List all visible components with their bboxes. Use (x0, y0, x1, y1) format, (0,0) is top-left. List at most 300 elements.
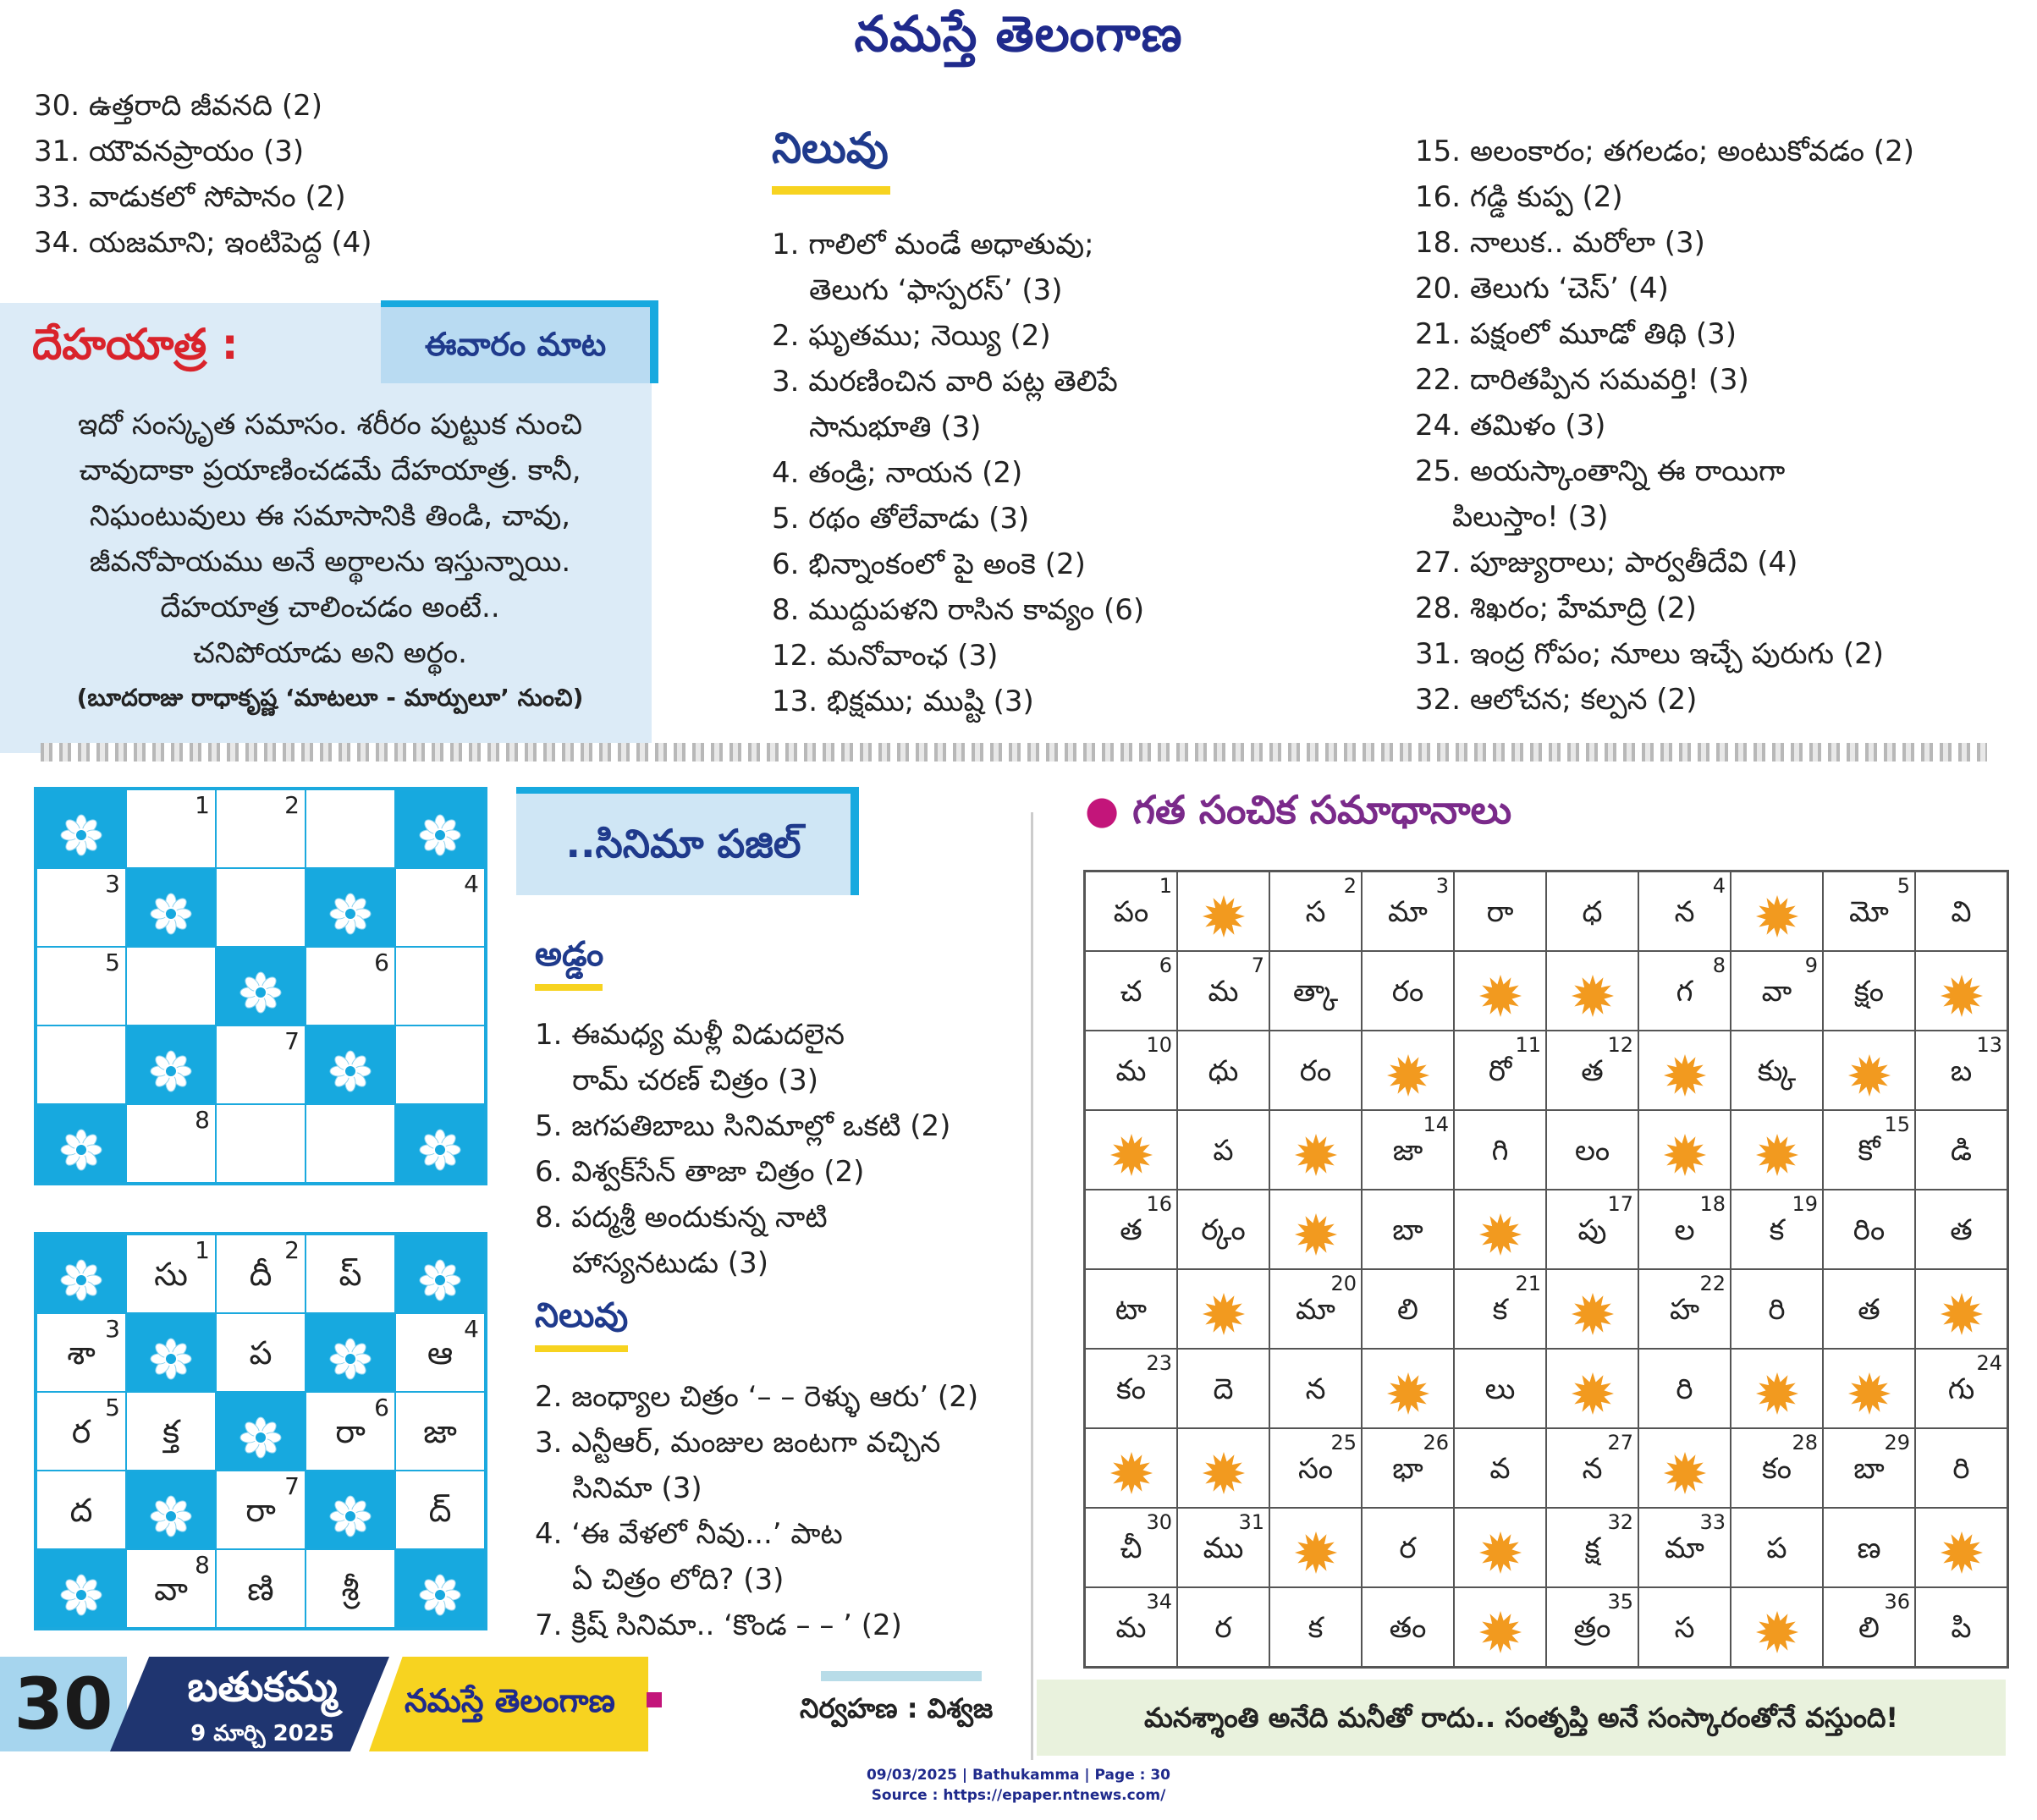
solution-cell (1177, 1587, 1269, 1667)
solution-cell (1823, 1508, 1915, 1587)
cell-letter: ప (249, 1334, 273, 1372)
blocked-cell (1823, 1349, 1915, 1428)
answer-cell (216, 1471, 306, 1549)
sun-icon (1386, 1048, 1430, 1092)
cell-letter: లు (1484, 1372, 1516, 1406)
blocked-cell (1177, 1428, 1269, 1508)
flower-icon (418, 1567, 462, 1611)
clue-number: 35 (1607, 1590, 1633, 1614)
cell-letter: త (1858, 1293, 1880, 1327)
cell-letter: హ (1669, 1293, 1700, 1327)
sun-icon (1478, 1526, 1522, 1570)
cell-letter: న (1305, 1372, 1326, 1406)
clue-number: 5 (1897, 874, 1910, 898)
down-clue: 27. పూజ్యురాలు; పార్వతీదేవి (4) (1415, 546, 1798, 580)
cell-letter: త్కా (1292, 975, 1339, 1009)
clue-number: 21 (1515, 1272, 1541, 1295)
solution-cell (1915, 1190, 2007, 1269)
cinema-niluvu-heading: నిలువు (535, 1296, 629, 1335)
solution-cell (1915, 1110, 2007, 1190)
down-clue: 1. గాలిలో మండే అధాతువు; (772, 228, 1094, 261)
sun-icon (1755, 889, 1799, 933)
source-line (0, 1765, 2037, 1806)
blocked-cell (1546, 951, 1638, 1031)
sun-icon (1663, 1128, 1707, 1172)
answer-cell (306, 1549, 395, 1628)
blocked-cell (1638, 1031, 1731, 1110)
blocked-cell (36, 1104, 126, 1183)
cell-letter: జా (423, 1413, 457, 1450)
clue-number: 22 (1699, 1272, 1726, 1295)
sun-icon (1109, 1128, 1153, 1172)
page-number: 30 (0, 1657, 127, 1751)
cell-letter: సం (1297, 1452, 1334, 1486)
cell-letter: రా (1486, 895, 1514, 929)
solution-cell (1823, 951, 1915, 1031)
solution-cell (1454, 1031, 1546, 1110)
puzzle-cell (36, 868, 126, 947)
flower-icon (59, 1122, 103, 1166)
answer-cell (306, 1392, 395, 1471)
flower-icon (149, 886, 193, 930)
sun-icon (1940, 1287, 1984, 1331)
clue-number: 16 (1146, 1192, 1172, 1216)
blocked-cell (1454, 1587, 1546, 1667)
sun-icon (1940, 969, 1984, 1013)
cell-letter: మ (1115, 1611, 1147, 1645)
clue-number: 28 (1792, 1431, 1818, 1454)
quote-banner: మనశ్శాంతి అనేది మనీతో రాదు.. సంతృప్తి అనే సంస్కారంతోనే వస్తుంది! (1037, 1680, 2006, 1756)
cell-letter: స (1674, 1611, 1695, 1645)
cell-letter: బా (1392, 1213, 1423, 1247)
cell-letter: చీ (1120, 1531, 1142, 1565)
source-line-2: Source : https://epaper.ntnews.com/ (871, 1787, 1166, 1804)
solution-cell (1177, 1349, 1269, 1428)
puzzle-cell (216, 1104, 306, 1183)
cell-letter: వా (1761, 975, 1792, 1009)
blocked-cell (1085, 1110, 1177, 1190)
solution-cell (1823, 1428, 1915, 1508)
sun-icon (1847, 1366, 1891, 1410)
cell-letter: ద్ (428, 1492, 452, 1529)
clue-number: 13 (1976, 1033, 2002, 1057)
clue-number: 3 (1435, 874, 1449, 898)
clue-number: 2 (284, 791, 300, 819)
solution-cell (1362, 1110, 1454, 1190)
solution-cell (1454, 1269, 1546, 1349)
niluvu-clues-col2 (1415, 129, 1914, 723)
blocked-cell (1177, 1269, 1269, 1349)
blocked-cell (1362, 1349, 1454, 1428)
solution-cell (1546, 872, 1638, 951)
solution-cell (1638, 1587, 1731, 1667)
blocked-cell (1269, 1110, 1362, 1190)
sun-icon (1663, 1446, 1707, 1490)
sun-icon (1755, 1605, 1799, 1649)
solution-cell (1362, 1587, 1454, 1667)
blocked-cell (1546, 1269, 1638, 1349)
clue-number: 12 (1607, 1033, 1633, 1057)
cell-letter: టా (1115, 1293, 1148, 1327)
answer-cell (126, 1234, 216, 1313)
blocked-cell (1731, 1587, 1823, 1667)
cell-letter: పు (1577, 1213, 1607, 1247)
solution-cell (1546, 1428, 1638, 1508)
cell-letter: కో (1858, 1134, 1880, 1168)
sun-icon (1847, 1048, 1891, 1092)
cell-letter: రి (1768, 1293, 1786, 1327)
sun-icon (1571, 969, 1615, 1013)
cell-letter: క (1769, 1213, 1785, 1247)
cell-letter: శ్రీ (341, 1570, 360, 1608)
solution-cell (1362, 1269, 1454, 1349)
cell-letter: లి (1397, 1293, 1418, 1327)
cinema-puzzle-grid (34, 787, 487, 1185)
sun-icon (1663, 1048, 1707, 1092)
blocked-cell (36, 1549, 126, 1628)
masthead: నమస్తే తెలంగాణ (854, 5, 1183, 63)
down-clue: 6. భిన్నాంకంలో పై అంకె (2) (772, 547, 1086, 581)
addam-heading: అడ్డం (535, 935, 604, 974)
cinema-down-clue: 4. ‘ఈ వేళలో నీవు...’ పాట (535, 1517, 843, 1551)
cell-letter: న (1674, 895, 1695, 929)
cell-letter: రా (245, 1492, 276, 1529)
down-clue: 13. భిక్షము; ముష్టి (3) (772, 685, 1034, 718)
solution-cell (1085, 1031, 1177, 1110)
clue-number: 31 (1238, 1510, 1264, 1534)
cinema-down-clue: సినిమా (3) (572, 1471, 702, 1505)
dehayatra-source: (బూదరాజు రాధాకృష్ణ ‘మాటలూ - మార్పులూ’ నుంచి) (76, 684, 584, 712)
cinema-across-clue: 8. పద్మశ్రీ అందుకున్న నాటి (535, 1201, 828, 1234)
flower-icon (59, 1252, 103, 1296)
cell-letter: వి (1951, 895, 1972, 929)
solution-cell (1454, 1110, 1546, 1190)
niluvu-underline (772, 186, 890, 195)
cell-letter: మా (1388, 895, 1428, 929)
cinema-across-clue: రామ్ చరణ్ చిత్రం (3) (572, 1064, 819, 1097)
cinema-down-clue: 3. ఎన్టీఆర్, మంజుల జంటగా వచ్చిన (535, 1426, 941, 1460)
clue-number: 36 (1884, 1590, 1910, 1614)
issue-date: 9 మార్చి 2025 (190, 1721, 334, 1746)
down-clue: 2. ఘృతము; నెయ్యి (2) (772, 319, 1051, 353)
cell-letter: దీ (249, 1256, 273, 1293)
cinema-niluvu-underline (535, 1345, 628, 1352)
clue-number: 17 (1607, 1192, 1633, 1216)
clue-number: 1 (1159, 874, 1172, 898)
flower-icon (418, 1122, 462, 1166)
sun-icon (1478, 969, 1522, 1013)
clue-number: 24 (1976, 1351, 2002, 1375)
answer-cell (306, 1234, 395, 1313)
supplement-name: బతుకమ్మ (187, 1663, 338, 1711)
blocked-cell (306, 1313, 395, 1392)
cinema-down-clue: ఏ చిత్రం లోది? (3) (572, 1563, 785, 1597)
answer-cell (395, 1392, 485, 1471)
cinema-answer-grid (34, 1232, 487, 1630)
clue-number: 2 (284, 1236, 300, 1264)
dehayatra-title: దేహయాత్ర : (32, 320, 239, 369)
clue-number: 8 (195, 1106, 210, 1134)
solution-cell (1177, 1110, 1269, 1190)
cell-letter: మో (1849, 895, 1889, 929)
dehayatra-line: నిఘంటువులు ఈ సమాసానికి తిండి, చావు, (89, 499, 571, 533)
clue-number: 2 (1343, 874, 1357, 898)
blocked-cell (306, 1025, 395, 1104)
cell-letter: జా (1392, 1134, 1423, 1168)
cell-letter: ణి (247, 1570, 274, 1608)
solution-cell (1546, 1587, 1638, 1667)
solution-cell (1177, 951, 1269, 1031)
puzzle-cell (306, 947, 395, 1025)
blocked-cell (306, 868, 395, 947)
down-clue: 4. తండ్రి; నాయన (2) (772, 456, 1023, 490)
clue-number: 6 (374, 948, 389, 976)
across-clue: 34. యజమాని; ఇంటిపెద్ద (4) (34, 226, 372, 260)
flower-icon (149, 1488, 193, 1532)
solution-cell (1269, 1428, 1362, 1508)
down-clue: 25. అయస్కాంతాన్ని ఈ రాయిగా (1415, 454, 1786, 488)
solution-cell (1362, 1190, 1454, 1269)
blocked-cell (36, 789, 126, 868)
column-rule (1031, 812, 1033, 1760)
flower-icon (328, 1043, 372, 1087)
clue-number: 8 (1712, 954, 1726, 977)
flower-icon (149, 1331, 193, 1375)
sun-icon (1294, 1207, 1338, 1251)
cinema-across-clue: 5. జగపతిబాబు సినిమాల్లో ఒకటి (2) (535, 1109, 951, 1143)
cell-letter: త (1581, 1054, 1604, 1088)
cell-letter: ప (1213, 1134, 1234, 1168)
sun-icon (1755, 1128, 1799, 1172)
blocked-cell (1638, 1428, 1731, 1508)
cell-letter: ప్ (339, 1256, 362, 1293)
solution-cell (1085, 951, 1177, 1031)
down-clue: పిలుస్తాం! (3) (1452, 500, 1609, 534)
solution-cell (1362, 1508, 1454, 1587)
solution-cell (1731, 1269, 1823, 1349)
solution-cell (1269, 1031, 1362, 1110)
nirvahana-credit: నిర్వహణ : విశ్వజ (800, 1692, 994, 1724)
solution-cell (1177, 1031, 1269, 1110)
cell-letter: ప (1766, 1531, 1787, 1565)
clue-number: 18 (1699, 1192, 1726, 1216)
clue-number: 20 (1330, 1272, 1357, 1295)
clue-number: 14 (1423, 1113, 1449, 1136)
puzzle-cell (216, 789, 306, 868)
solution-cell (1915, 1428, 2007, 1508)
blocked-cell (1269, 1190, 1362, 1269)
solution-cell (1546, 1508, 1638, 1587)
solution-cell (1085, 1587, 1177, 1667)
sun-icon (1202, 1287, 1246, 1331)
cinema-down-clue: 2. జంధ్యాల చిత్రం ‘– – రెళ్ళు ఆరు’ (2) (535, 1380, 979, 1414)
blocked-cell (1915, 1269, 2007, 1349)
blocked-cell (395, 789, 485, 868)
cell-letter: ధ (1582, 895, 1603, 929)
cell-letter: గి (1491, 1134, 1509, 1168)
down-clue: 32. ఆలోచన; కల్పన (2) (1415, 683, 1698, 717)
clue-number: 11 (1515, 1033, 1541, 1057)
down-clue: 16. గడ్డి కుప్ప (2) (1415, 180, 1623, 214)
blocked-cell (1731, 872, 1823, 951)
cell-letter: మ (1208, 975, 1239, 1009)
solution-cell (1454, 1428, 1546, 1508)
cell-letter: రిం (1853, 1213, 1886, 1247)
blocked-cell (1915, 1508, 2007, 1587)
answer-cell (36, 1471, 126, 1549)
puzzle-cell (395, 947, 485, 1025)
cinema-puzzle-tag: ..సినిమా పజిల్ (516, 787, 859, 895)
cell-letter: తం (1389, 1611, 1427, 1645)
clue-number: 3 (105, 1315, 120, 1343)
dehayatra-line: ఇదో సంస్కృత సమాసం. శరీరం పుట్టుక నుంచి (78, 408, 582, 442)
cell-letter: రి (1676, 1372, 1693, 1406)
solution-cell (1362, 1428, 1454, 1508)
dehayatra-line: దేహయాత్ర చాలించడం అంటే.. (160, 591, 500, 624)
clue-number: 26 (1423, 1431, 1449, 1454)
nirvahana-bar (821, 1671, 982, 1681)
answer-cell (36, 1313, 126, 1392)
solution-cell (1823, 1110, 1915, 1190)
clue-number: 9 (1804, 954, 1818, 977)
answer-cell (395, 1313, 485, 1392)
cell-letter: క (1308, 1611, 1324, 1645)
blocked-cell (216, 1392, 306, 1471)
solution-cell (1915, 872, 2007, 951)
niluvu-heading: నిలువు (772, 124, 889, 173)
solutions-title-text: గత సంచిక సమాధానాలు (1132, 787, 1512, 833)
answer-cell (395, 1471, 485, 1549)
clue-number: 27 (1607, 1431, 1633, 1454)
clue-number: 33 (1699, 1510, 1726, 1534)
cinema-down-clue: 7. క్రిష్ సినిమా.. ‘కొండ – – ’ (2) (535, 1608, 902, 1642)
solution-cell (1177, 1508, 1269, 1587)
solution-cell (1454, 1349, 1546, 1428)
down-clue: తెలుగు ‘ఫాస్పరస్’ (3) (809, 273, 1063, 307)
flower-icon (418, 1252, 462, 1296)
down-clue: 21. పక్షంలో మూడో తిథి (3) (1415, 317, 1737, 351)
clue-number: 30 (1146, 1510, 1172, 1534)
flower-icon (418, 807, 462, 851)
solution-cell (1362, 951, 1454, 1031)
solution-cell (1823, 872, 1915, 951)
sun-icon (1386, 1366, 1430, 1410)
answer-cell (126, 1392, 216, 1471)
cell-letter: మా (1665, 1531, 1704, 1565)
clue-number: 15 (1884, 1113, 1910, 1136)
cell-letter: డి (1950, 1134, 1973, 1168)
puzzle-cell (126, 947, 216, 1025)
puzzle-cell (216, 868, 306, 947)
section-divider (41, 743, 1987, 762)
solution-cell (1731, 1428, 1823, 1508)
clue-number: 34 (1146, 1590, 1172, 1614)
blocked-cell (216, 947, 306, 1025)
blocked-cell (1454, 1190, 1546, 1269)
clue-number: 10 (1146, 1033, 1172, 1057)
solution-cell (1638, 951, 1731, 1031)
down-clue: 28. శిఖరం; హేమాద్రి (2) (1415, 591, 1697, 625)
down-clue: 3. మరణించిన వారి పట్ల తెలిపే (772, 365, 1118, 399)
sun-icon (1571, 1287, 1615, 1331)
down-clue: 12. మనోవాంఛ (3) (772, 639, 999, 673)
solution-cell (1638, 872, 1731, 951)
solution-cell (1915, 1587, 2007, 1667)
cell-letter: ర (71, 1413, 91, 1450)
solution-cell (1454, 872, 1546, 951)
cell-letter: బా (1853, 1452, 1885, 1486)
solution-cell (1269, 1349, 1362, 1428)
cell-letter: క్త (162, 1413, 179, 1450)
cell-letter: చ (1120, 975, 1142, 1009)
solution-cell (1362, 872, 1454, 951)
cinema-across-clue: 1. ఈమధ్య మళ్లీ విడుదలైన (535, 1018, 845, 1052)
blocked-cell (36, 1234, 126, 1313)
clue-number: 7 (284, 1027, 300, 1055)
flower-icon (149, 1043, 193, 1087)
blocked-cell (126, 1313, 216, 1392)
flower-icon (328, 1331, 372, 1375)
solution-cell (1638, 1190, 1731, 1269)
solution-cell (1823, 1587, 1915, 1667)
clue-number: 29 (1884, 1431, 1910, 1454)
blocked-cell (1362, 1031, 1454, 1110)
cell-letter: ఆ (427, 1334, 454, 1372)
down-clue: 15. అలంకారం; తగలడం; అంటుకోవడం (2) (1415, 135, 1914, 168)
cell-letter: గు (1947, 1372, 1975, 1406)
blocked-cell (1731, 1349, 1823, 1428)
blocked-cell (1638, 1110, 1731, 1190)
solution-cell (1269, 1587, 1362, 1667)
paper-name: నమస్తే తెలంగాణ (405, 1682, 615, 1719)
sun-icon (1202, 889, 1246, 933)
solution-cell (1085, 1508, 1177, 1587)
cell-letter: ర (1214, 1611, 1232, 1645)
niluvu-clues-col1 (772, 222, 1144, 724)
across-clue: 33. వాడుకలో సోపానం (2) (34, 180, 346, 214)
clue-number: 6 (374, 1394, 389, 1421)
clue-number: 19 (1792, 1192, 1818, 1216)
clue-number: 7 (284, 1472, 300, 1500)
blocked-cell (395, 1104, 485, 1183)
cell-letter: ద (69, 1492, 93, 1529)
clue-number: 3 (105, 870, 120, 898)
flower-icon (239, 1410, 283, 1454)
blocked-cell (1915, 951, 2007, 1031)
clue-number: 5 (105, 948, 120, 976)
down-clue: 8. ముద్దుపళని రాసిన కావ్యం (6) (772, 593, 1145, 627)
solution-cell (1915, 1031, 2007, 1110)
down-clue: 31. ఇంద్ర గోపం; నూలు ఇచ్చే పురుగు (2) (1415, 637, 1885, 671)
clue-number: 8 (195, 1551, 210, 1579)
solution-cell (1638, 1269, 1731, 1349)
clue-number: 4 (464, 870, 479, 898)
cell-letter: స (1305, 895, 1326, 929)
puzzle-cell (306, 789, 395, 868)
answer-cell (216, 1313, 306, 1392)
sun-icon (1755, 1366, 1799, 1410)
solution-cell (1269, 951, 1362, 1031)
cell-letter: మా (1296, 1293, 1335, 1327)
solutions-title: ● గత సంచిక సమాధానాలు (1085, 787, 1512, 833)
flower-icon (328, 886, 372, 930)
cell-letter: క్కు (1757, 1054, 1797, 1088)
blocked-cell (1085, 1428, 1177, 1508)
blocked-cell (1731, 1110, 1823, 1190)
cell-letter: గ (1676, 975, 1693, 1009)
puzzle-cell (395, 1025, 485, 1104)
cell-letter: న (1582, 1452, 1603, 1486)
